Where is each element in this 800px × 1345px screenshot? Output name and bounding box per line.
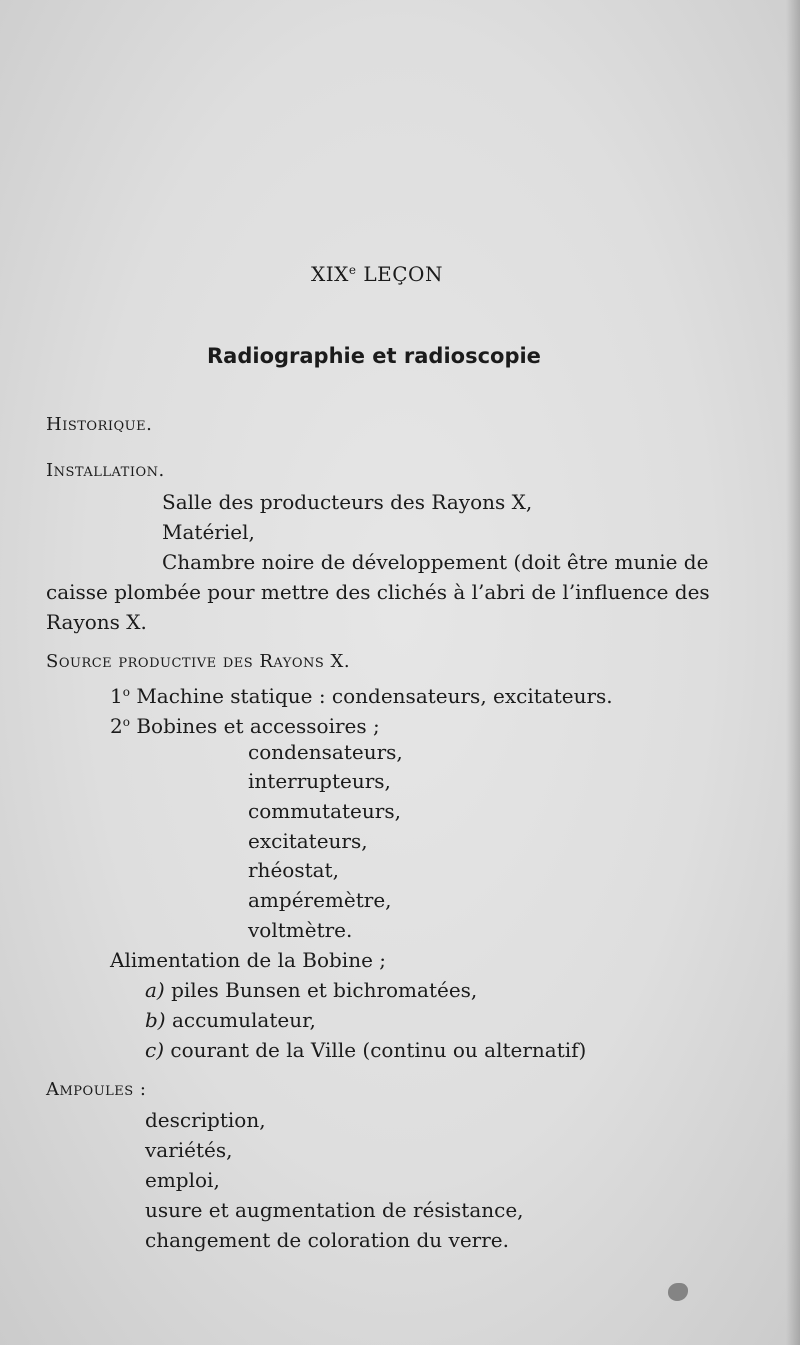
installation-line: Chambre noire de développement (doit être munie de (162, 550, 709, 574)
ampoule-item: usure et augmentation de résistance, (145, 1198, 524, 1222)
accessory-item: interrupteurs, (248, 769, 391, 793)
installation-line: caisse plombée pour mettre des clichés à l’abri de l’influence des (46, 580, 710, 604)
installation-line: Matériel, (162, 520, 255, 544)
accessory-item: voltmètre. (248, 918, 353, 942)
ampoule-item: emploi, (145, 1168, 220, 1192)
section-installation: Installation. (46, 460, 165, 481)
alimentation-item: b) accumulateur, (145, 1008, 316, 1032)
installation-line: Rayons X. (46, 610, 147, 634)
accessory-item: ampéremètre, (248, 888, 392, 912)
page-title: Radiographie et radioscopie (207, 344, 541, 368)
alimentation-heading: Alimentation de la Bobine ; (110, 948, 387, 972)
source-item: 1$^o$ Machine statique : condensateurs, excitateurs. (110, 684, 613, 708)
ampoule-item: description, (145, 1108, 266, 1132)
section-ampoules: Ampoules : (46, 1079, 147, 1100)
section-historique: Historique. (46, 414, 153, 435)
page-edge-shadow (786, 0, 800, 1345)
section-source: Source productive des Rayons X. (46, 651, 351, 672)
lesson-number: XIXe LEÇON (311, 262, 443, 286)
ink-blot (668, 1283, 688, 1301)
accessory-item: excitateurs, (248, 829, 368, 853)
accessory-item: commutateurs, (248, 799, 401, 823)
ampoule-item: changement de coloration du verre. (145, 1228, 509, 1252)
source-item: 2$^o$ Bobines et accessoires ; (110, 714, 380, 738)
installation-line: Salle des producteurs des Rayons X, (162, 490, 533, 514)
accessory-item: condensateurs, (248, 740, 403, 764)
ampoule-item: variétés, (145, 1138, 233, 1162)
alimentation-item: c) courant de la Ville (continu ou alternatif) (145, 1038, 587, 1062)
accessory-item: rhéostat, (248, 858, 339, 882)
alimentation-item: a) piles Bunsen et bichromatées, (145, 978, 478, 1002)
